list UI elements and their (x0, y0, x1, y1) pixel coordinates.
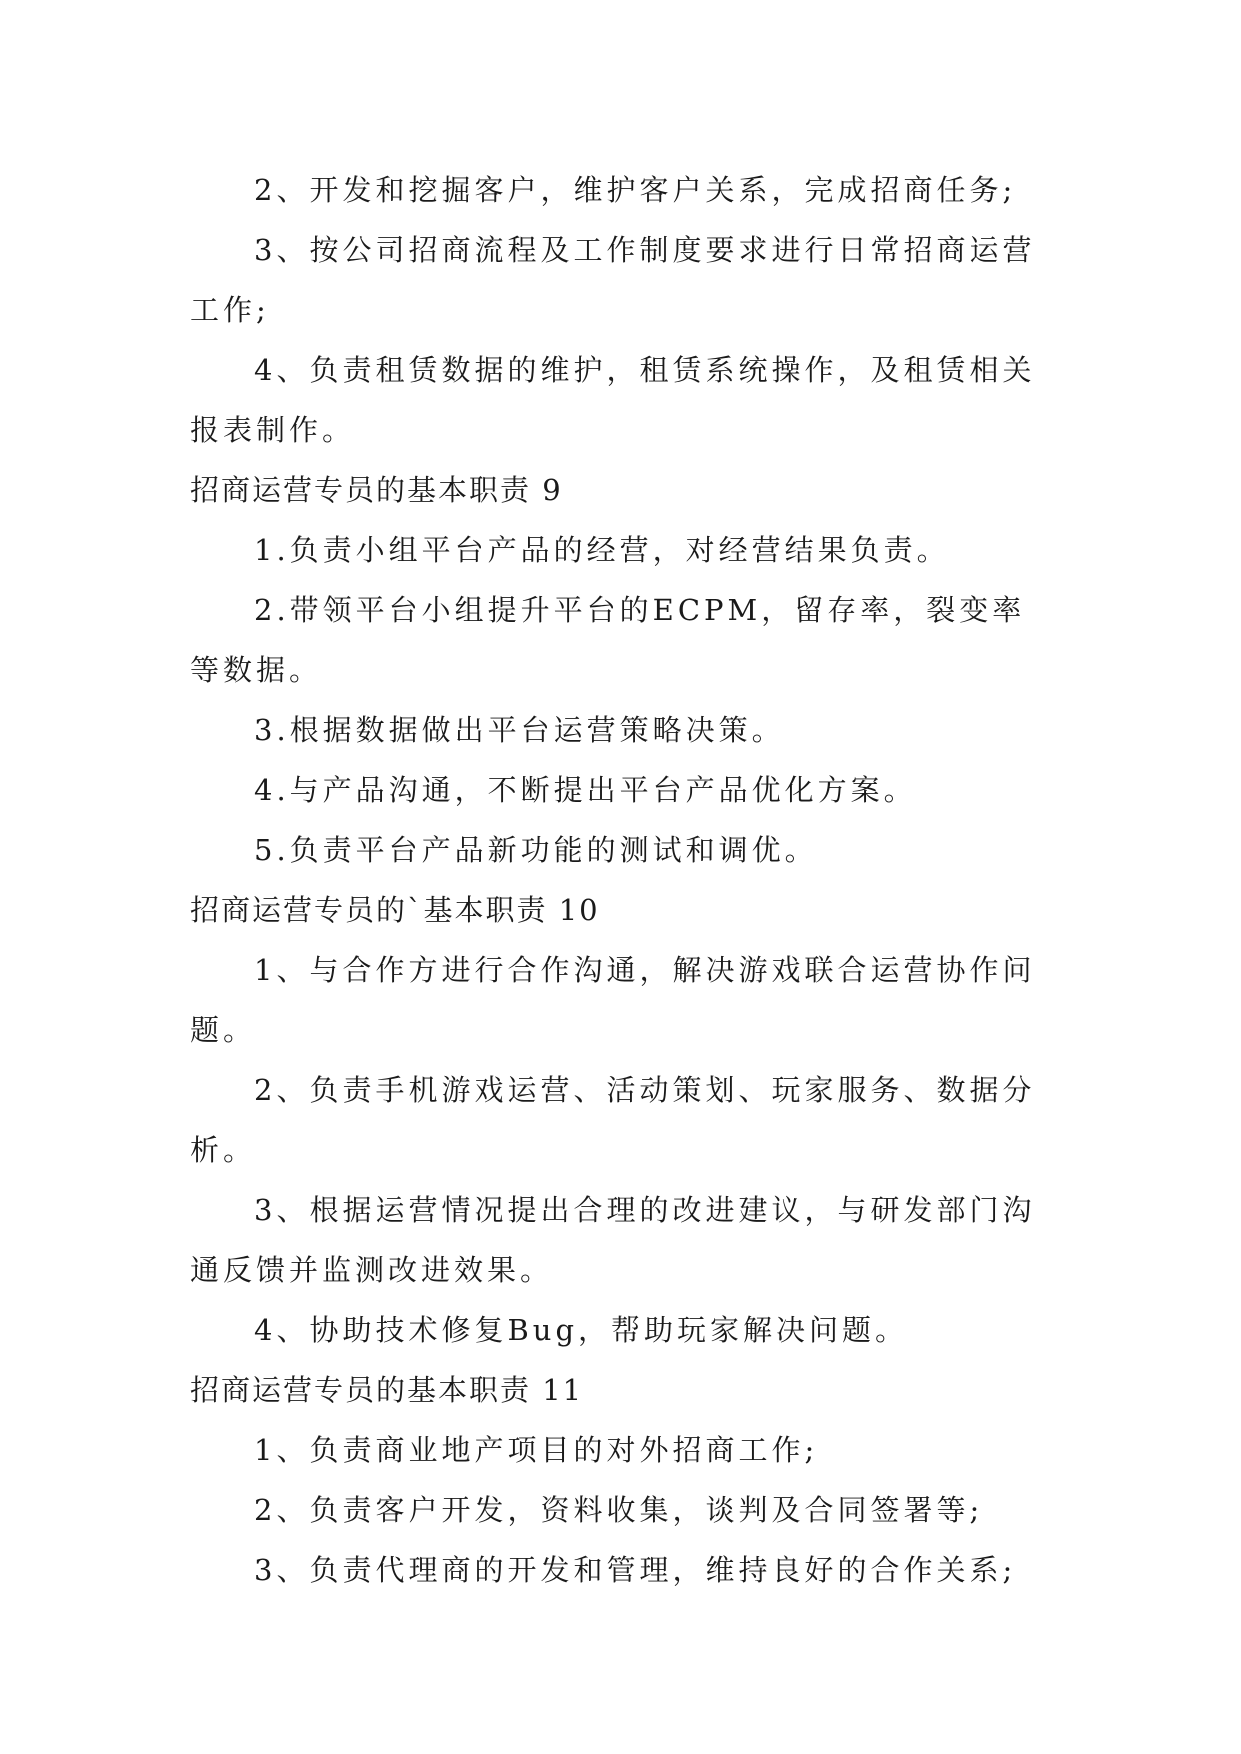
paragraph: 4.与产品沟通，不断提出平台产品优化方案。 (254, 773, 917, 807)
paragraph: 5.负责平台产品新功能的测试和调优。 (254, 833, 818, 867)
paragraph: 1.负责小组平台产品的经营，对经营结果负责。 (254, 533, 950, 567)
paragraph: 3、按公司招商流程及工作制度要求进行日常招商运营工作; (190, 233, 1036, 327)
section-heading: 招商运营专员的基本职责 9 (190, 473, 563, 507)
paragraph: 2、负责手机游戏运营、活动策划、玩家服务、数据分析。 (190, 1073, 1036, 1167)
paragraph: 1、负责商业地产项目的对外招商工作; (254, 1433, 819, 1467)
paragraph: 2、开发和挖掘客户，维护客户关系，完成招商任务; (254, 173, 1017, 207)
document-body (190, 160, 1050, 1600)
section-heading: 招商运营专员的`基本职责 10 (190, 893, 600, 927)
paragraph: 3、根据运营情况提出合理的改进建议，与研发部门沟通反馈并监测改进效果。 (190, 1193, 1036, 1287)
paragraph: 4、协助技术修复Bug，帮助玩家解决问题。 (254, 1313, 909, 1347)
paragraph: 3、负责代理商的开发和管理，维持良好的合作关系; (254, 1553, 1017, 1587)
section-heading: 招商运营专员的基本职责 11 (190, 1373, 584, 1407)
paragraph: 4、负责租赁数据的维护，租赁系统操作，及租赁相关报表制作。 (190, 353, 1036, 447)
paragraph: 1、与合作方进行合作沟通，解决游戏联合运营协作问题。 (190, 953, 1036, 1047)
paragraph: 2.带领平台小组提升平台的ECPM，留存率，裂变率等数据。 (190, 593, 1026, 687)
paragraph: 3.根据数据做出平台运营策略决策。 (254, 713, 785, 747)
paragraph: 2、负责客户开发，资料收集，谈判及合同签署等; (254, 1493, 984, 1527)
